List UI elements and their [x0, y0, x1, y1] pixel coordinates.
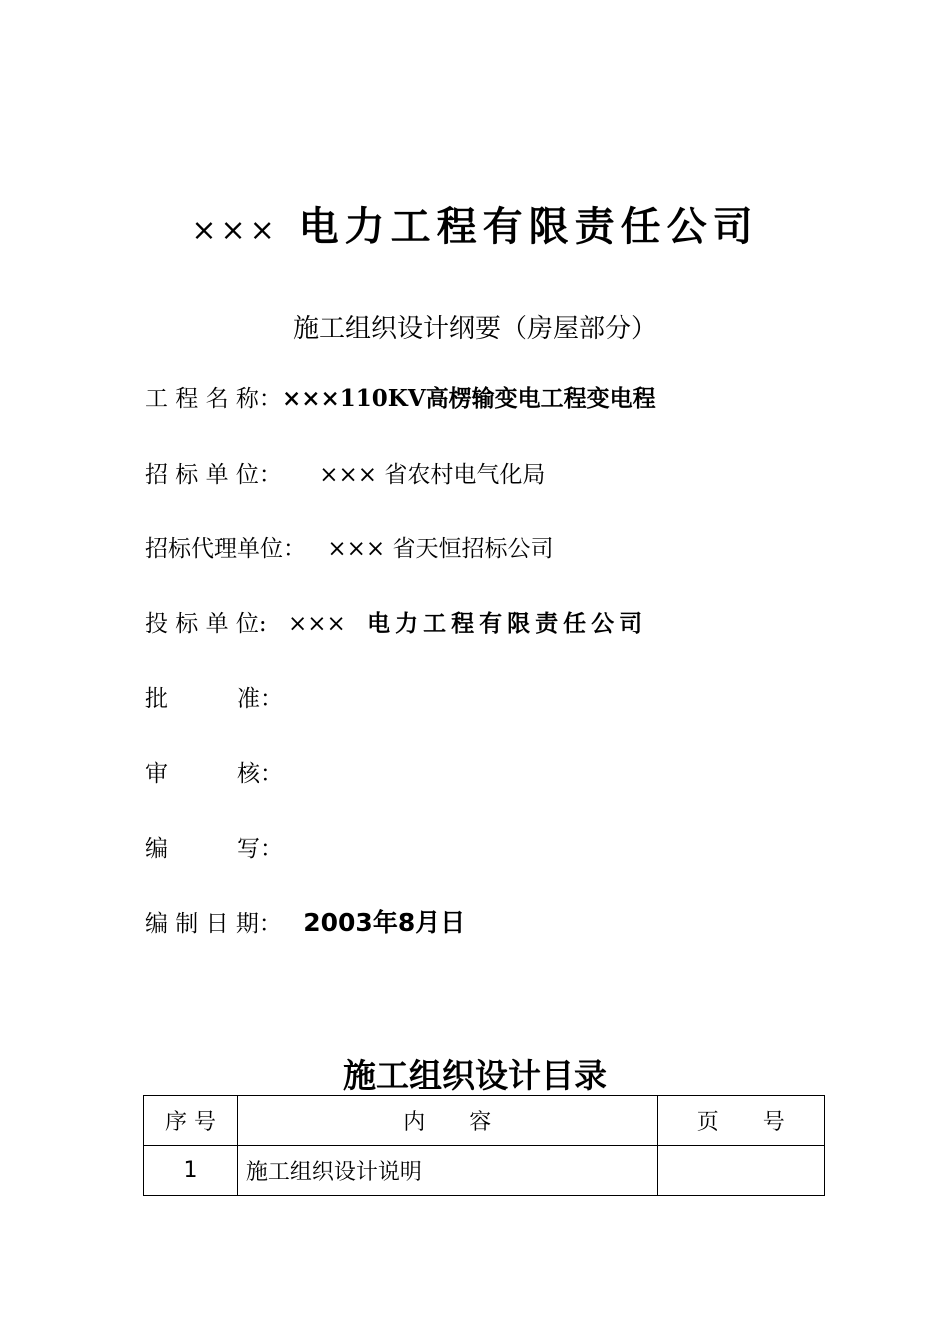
toc-header-row — [144, 1096, 825, 1146]
toc-row-content: 施工组织设计说明 — [237, 1146, 657, 1196]
company-name: 电力工程有限责任公司 — [298, 203, 759, 250]
date-value: 2003年8月日 — [303, 908, 466, 937]
project-name-label: 工 程 名 称： — [145, 386, 282, 412]
tenderer-value: ××× 省农村电气化局 — [319, 462, 546, 488]
approve-row — [145, 682, 283, 716]
agent-label: 招标代理单位： — [145, 536, 306, 562]
toc-row-page — [657, 1146, 824, 1196]
company-prefix: ××× — [191, 213, 279, 248]
toc-header-page: 页 号 — [657, 1096, 824, 1146]
agent-value: ××× 省天恒招标公司 — [327, 536, 554, 562]
review-label: 审 核： — [145, 761, 283, 787]
bidder-name: 电力工程有限责任公司 — [367, 610, 648, 637]
bidder-prefix: ××× — [288, 611, 346, 637]
toc-row-no: 1 — [144, 1146, 238, 1196]
tenderer-row — [145, 458, 545, 492]
toc-header-no: 序 号 — [144, 1096, 238, 1146]
write-row — [145, 832, 283, 866]
project-name-row — [145, 382, 656, 416]
toc-title: 施工组织设计目录 — [343, 1056, 607, 1095]
bidder-label: 投 标 单 位: — [145, 611, 267, 637]
agent-row — [145, 532, 553, 566]
bidder-row — [145, 607, 647, 641]
tenderer-label: 招 标 单 位： — [145, 462, 282, 488]
review-row — [145, 757, 283, 791]
document-subtitle: 施工组织设计纲要（房屋部分） — [292, 314, 657, 344]
toc-table — [143, 1095, 825, 1196]
project-name-value: ×××110KV高楞输变电工程变电程 — [281, 385, 656, 412]
toc-header-content: 内 容 — [237, 1096, 657, 1146]
company-title — [0, 195, 950, 252]
table-row — [144, 1146, 825, 1196]
date-label: 编 制 日 期： — [145, 911, 282, 937]
date-row — [145, 906, 465, 940]
approve-label: 批 准： — [145, 686, 283, 712]
write-label: 编 写： — [145, 836, 283, 862]
